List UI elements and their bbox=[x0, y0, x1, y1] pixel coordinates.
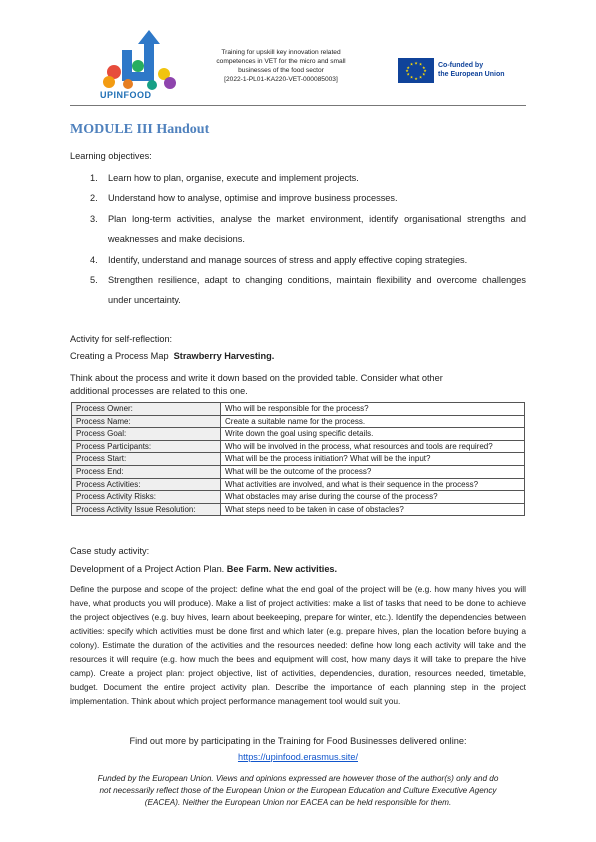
training-line: Training for upskill key innovation related bbox=[221, 49, 341, 56]
list-item: 5. Strengthen resilience, adapt to changing conditions, maintain flexibility and overcome challenges under uncertainty. bbox=[90, 275, 526, 306]
disclaimer-line: Funded by the European Union. Views and opinions expressed are however those of the author(s) only and do bbox=[97, 774, 499, 783]
svg-text:★: ★ bbox=[414, 60, 418, 66]
disclaimer-line: (EACEA). Neither the European Union nor EACEA can be held responsible for them. bbox=[144, 798, 452, 807]
case-heading: Case study activity: bbox=[70, 546, 150, 556]
table-key: Process Participants: bbox=[72, 440, 221, 453]
upinfood-logo-icon bbox=[100, 30, 180, 90]
table-key: Process End: bbox=[72, 465, 221, 478]
eu-text bbox=[438, 61, 505, 79]
table-row bbox=[72, 453, 525, 466]
svg-text:★: ★ bbox=[405, 68, 409, 73]
table-value: What obstacles may arise during the course of the process? bbox=[221, 491, 525, 504]
action-plan-prefix: Development of a Project Action Plan. bbox=[70, 564, 225, 574]
table-value: What activities are involved, and what is their sequence in the process? bbox=[221, 478, 525, 491]
table-value: Create a suitable name for the process. bbox=[221, 415, 525, 428]
process-map-title: Strawberry Harvesting. bbox=[173, 351, 275, 361]
table-row bbox=[72, 503, 525, 516]
page-header bbox=[70, 30, 526, 104]
process-map-line bbox=[70, 350, 274, 363]
reflection-intro bbox=[70, 372, 443, 398]
list-item: 3. Plan long-term activities, analyse the market environment, identify organisational strengths and weaknesses and make decisions. bbox=[90, 213, 526, 245]
svg-text:★: ★ bbox=[409, 74, 414, 80]
funding-disclaimer bbox=[70, 773, 526, 809]
list-item: 4. Identify, understand and manage sources of stress and apply effective coping strategies. bbox=[90, 254, 468, 265]
table-row bbox=[72, 465, 525, 478]
table-key: Process Activity Issue Resolution: bbox=[72, 503, 221, 516]
training-info bbox=[196, 48, 366, 84]
training-line: competences in VET for the micro and small bbox=[216, 58, 346, 65]
action-plan-line bbox=[70, 563, 337, 576]
training-line: businesses of the food sector bbox=[238, 67, 324, 74]
svg-text:★: ★ bbox=[422, 71, 426, 77]
intro-line: additional processes are related to this one. bbox=[70, 386, 248, 396]
table-key: Process Activity Risks: bbox=[72, 491, 221, 504]
svg-text:★: ★ bbox=[409, 61, 414, 67]
reflection-heading: Activity for self-reflection: bbox=[70, 334, 173, 344]
eu-flag-icon bbox=[398, 58, 434, 83]
table-row bbox=[72, 415, 525, 428]
table-value: Who will be responsible for the process? bbox=[221, 403, 525, 416]
eu-cofunded-logo bbox=[398, 58, 528, 84]
action-plan-title: Bee Farm. New activities. bbox=[226, 564, 338, 574]
table-value: Who will be involved in the process, what resources and tools are required? bbox=[221, 440, 525, 453]
table-key: Process Owner: bbox=[72, 403, 221, 416]
disclaimer-line: not necessarily reflect those of the European Union or the European Education and Culture Executive Agency bbox=[99, 786, 497, 795]
svg-text:★: ★ bbox=[423, 68, 427, 73]
table-key: Process Activities: bbox=[72, 478, 221, 491]
upinfood-logo bbox=[100, 30, 180, 104]
table-value: Write down the goal using specific details. bbox=[221, 428, 525, 441]
find-out-more: Find out more by participating in the Training for Food Businesses delivered online: bbox=[129, 736, 467, 746]
svg-text:★: ★ bbox=[406, 65, 410, 70]
table-key: Process Name: bbox=[72, 415, 221, 428]
svg-text:★: ★ bbox=[422, 65, 426, 70]
intro-line: Think about the process and write it down based on the provided table. Consider what other bbox=[70, 373, 443, 383]
table-row bbox=[72, 478, 525, 491]
table-value: What will be the outcome of the process? bbox=[221, 465, 525, 478]
objectives-list bbox=[90, 168, 526, 311]
table-value: What will be the process initiation? What will be the input? bbox=[221, 453, 525, 466]
logo-word: UPINFOOD bbox=[100, 90, 152, 100]
table-row bbox=[72, 428, 525, 441]
upinfood-link[interactable]: https://upinfood.erasmus.site/ bbox=[237, 752, 358, 762]
table-key: Process Start: bbox=[72, 453, 221, 466]
table-row bbox=[72, 440, 525, 453]
process-map-table bbox=[71, 402, 525, 516]
header-divider bbox=[70, 105, 526, 106]
module-title: MODULE III Handout bbox=[70, 122, 210, 137]
project-code: [2022-1-PL01-KA220-VET-000085003] bbox=[224, 76, 338, 83]
case-paragraph: Define the purpose and scope of the project: define what the end goal of the project will be (e.g. how many hives you will have, what products you will produce). Make a list of project activities: make a list of tasks that need to be done to achieve the project objectives (e.g. buy hives, learn about beekeeping, prepare for winter, etc.). Identify the dependencies between activities: specify which activities must be done first and which later (e.g. prepare hives, plan the location before buying a colony). Estimate the duration of the activities and the resources needed: define how long each activity will take and the resources it will require (e.g. how much the bees and equipment will cost, how many days it will take to prepare the hive camp). Create a project plan: project objective, list of activities, dependencies, duration, resources needed, timetable, budget. Document the entire project activity plan. Describe the importance of each planning step in the project implementation. Think about which project performance management tool would suit you. bbox=[70, 584, 526, 706]
table-value: What steps need to be taken in case of obstacles? bbox=[221, 503, 525, 516]
svg-text:★: ★ bbox=[418, 74, 423, 80]
list-item: 2. Understand how to analyse, optimise and improve business processes. bbox=[90, 193, 398, 204]
list-item: 1. Learn how to plan, organise, execute and implement projects. bbox=[90, 173, 359, 183]
svg-text:★: ★ bbox=[406, 71, 410, 77]
training-link bbox=[70, 752, 526, 762]
process-map-prefix: Creating a Process Map bbox=[70, 351, 169, 361]
eu-line: the European Union bbox=[438, 71, 505, 78]
svg-text:★: ★ bbox=[414, 75, 418, 81]
objectives-heading: Learning objectives: bbox=[70, 151, 152, 161]
eu-line: Co-funded by bbox=[438, 62, 484, 69]
table-row bbox=[72, 403, 525, 416]
table-key: Process Goal: bbox=[72, 428, 221, 441]
table-row bbox=[72, 491, 525, 504]
svg-text:★: ★ bbox=[418, 61, 423, 67]
